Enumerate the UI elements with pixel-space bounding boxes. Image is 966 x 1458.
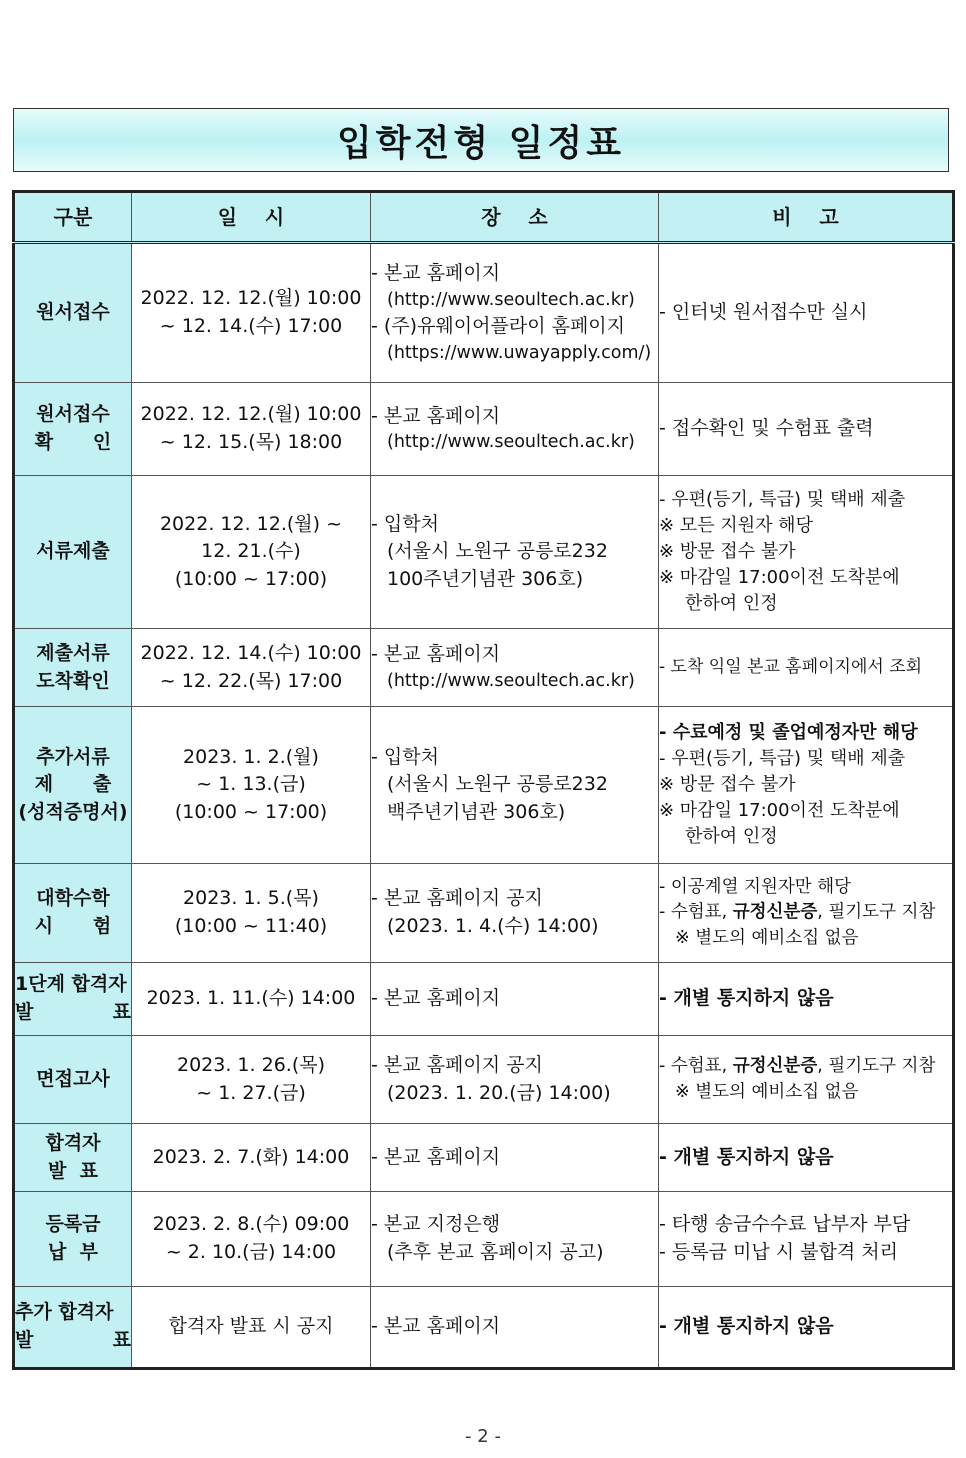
- row-place: - 본교 홈페이지 (http://www.seoultech.ac.kr): [371, 629, 659, 707]
- row-category: 등록금 납 부: [14, 1192, 132, 1287]
- row-category: 면접고사: [14, 1036, 132, 1124]
- table-row: [14, 1287, 954, 1369]
- row-place: - 본교 홈페이지: [371, 963, 659, 1036]
- row-date: 2023. 1. 26.(목) ~ 1. 27.(금): [132, 1036, 371, 1124]
- row-note: - 수료예정 및 졸업예정자만 해당 - 우편(등기, 특급) 및 택배 제출 ※ 방문 접수 불가 ※ 마감일 17:00이전 도착분에 한하여 인정: [659, 707, 954, 864]
- row-note: - 이공계열 지원자만 해당 - 수험표, 규정신분증, 필기도구 지참 ※ 별도의 예비소집 없음: [659, 864, 954, 963]
- row-place: - 본교 홈페이지: [371, 1124, 659, 1192]
- schedule-table: [12, 190, 955, 1370]
- row-date: 합격자 발표 시 공지: [132, 1287, 371, 1369]
- table-row: [14, 963, 954, 1036]
- row-category: 합격자 발 표: [14, 1124, 132, 1192]
- row-date: 2022. 12. 12.(월) 10:00 ~ 12. 15.(목) 18:00: [132, 383, 371, 476]
- table-row: [14, 1124, 954, 1192]
- row-note: - 접수확인 및 수험표 출력: [659, 383, 954, 476]
- header-row: [14, 192, 954, 243]
- row-note: - 인터넷 원서접수만 실시: [659, 243, 954, 383]
- row-category: 원서접수: [14, 243, 132, 383]
- row-category: 1단계 합격자 발 표: [14, 963, 132, 1036]
- table-row: [14, 1192, 954, 1287]
- row-note: - 도착 익일 본교 홈페이지에서 조회: [659, 629, 954, 707]
- row-note: - 우편(등기, 특급) 및 택배 제출 ※ 모든 지원자 해당 ※ 방문 접수 불가 ※ 마감일 17:00이전 도착분에 한하여 인정: [659, 476, 954, 629]
- table-row: [14, 476, 954, 629]
- row-date: 2023. 2. 8.(수) 09:00 ~ 2. 10.(금) 14:00: [132, 1192, 371, 1287]
- header-date: 일 시: [132, 192, 371, 243]
- row-date: 2022. 12. 12.(월) 10:00 ~ 12. 14.(수) 17:00: [132, 243, 371, 383]
- row-category: 대학수학 시 험: [14, 864, 132, 963]
- header-note: 비 고: [659, 192, 954, 243]
- row-place: - 본교 홈페이지 (http://www.seoultech.ac.kr): [371, 383, 659, 476]
- row-category: 추가서류 제 출 (성적증명서): [14, 707, 132, 864]
- row-place: - 입학처 (서울시 노원구 공릉로232 백주년기념관 306호): [371, 707, 659, 864]
- row-date: 2023. 1. 11.(수) 14:00: [132, 963, 371, 1036]
- table-row: [14, 707, 954, 864]
- row-category: 제출서류 도착확인: [14, 629, 132, 707]
- row-date: 2023. 1. 5.(목) (10:00 ~ 11:40): [132, 864, 371, 963]
- page-title: 입학전형 일정표: [337, 122, 625, 164]
- row-date: 2022. 12. 12.(월) ~ 12. 21.(수) (10:00 ~ 17:00): [132, 476, 371, 629]
- row-note: - 타행 송금수수료 납부자 부담 - 등록금 미납 시 불합격 처리: [659, 1192, 954, 1287]
- row-note: - 개별 통지하지 않음: [659, 1287, 954, 1369]
- row-note: - 개별 통지하지 않음: [659, 1124, 954, 1192]
- row-place: - 본교 홈페이지: [371, 1287, 659, 1369]
- header-category: 구분: [14, 192, 132, 243]
- table-row: [14, 383, 954, 476]
- row-date: 2023. 2. 7.(화) 14:00: [132, 1124, 371, 1192]
- table-row: [14, 864, 954, 963]
- row-place: - 본교 홈페이지 공지 (2023. 1. 4.(수) 14:00): [371, 864, 659, 963]
- row-date: 2022. 12. 14.(수) 10:00 ~ 12. 22.(목) 17:00: [132, 629, 371, 707]
- row-place: - 본교 지정은행 (추후 본교 홈페이지 공고): [371, 1192, 659, 1287]
- table-row: [14, 629, 954, 707]
- row-category: 원서접수 확 인: [14, 383, 132, 476]
- row-category: 추가 합격자 발 표: [14, 1287, 132, 1369]
- table-row: [14, 1036, 954, 1124]
- title-banner: [13, 108, 949, 172]
- row-place: - 입학처 (서울시 노원구 공릉로232 100주년기념관 306호): [371, 476, 659, 629]
- row-note: - 수험표, 규정신분증, 필기도구 지참 ※ 별도의 예비소집 없음: [659, 1036, 954, 1124]
- row-place: - 본교 홈페이지 (http://www.seoultech.ac.kr) - (주)유웨이어플라이 홈페이지 (https://www.uwayapply.com/): [371, 243, 659, 383]
- header-place: 장 소: [371, 192, 659, 243]
- table-row: [14, 243, 954, 383]
- row-note: - 개별 통지하지 않음: [659, 963, 954, 1036]
- row-category: 서류제출: [14, 476, 132, 629]
- row-place: - 본교 홈페이지 공지 (2023. 1. 20.(금) 14:00): [371, 1036, 659, 1124]
- row-date: 2023. 1. 2.(월) ~ 1. 13.(금) (10:00 ~ 17:00): [132, 707, 371, 864]
- page-number: - 2 -: [465, 1426, 501, 1447]
